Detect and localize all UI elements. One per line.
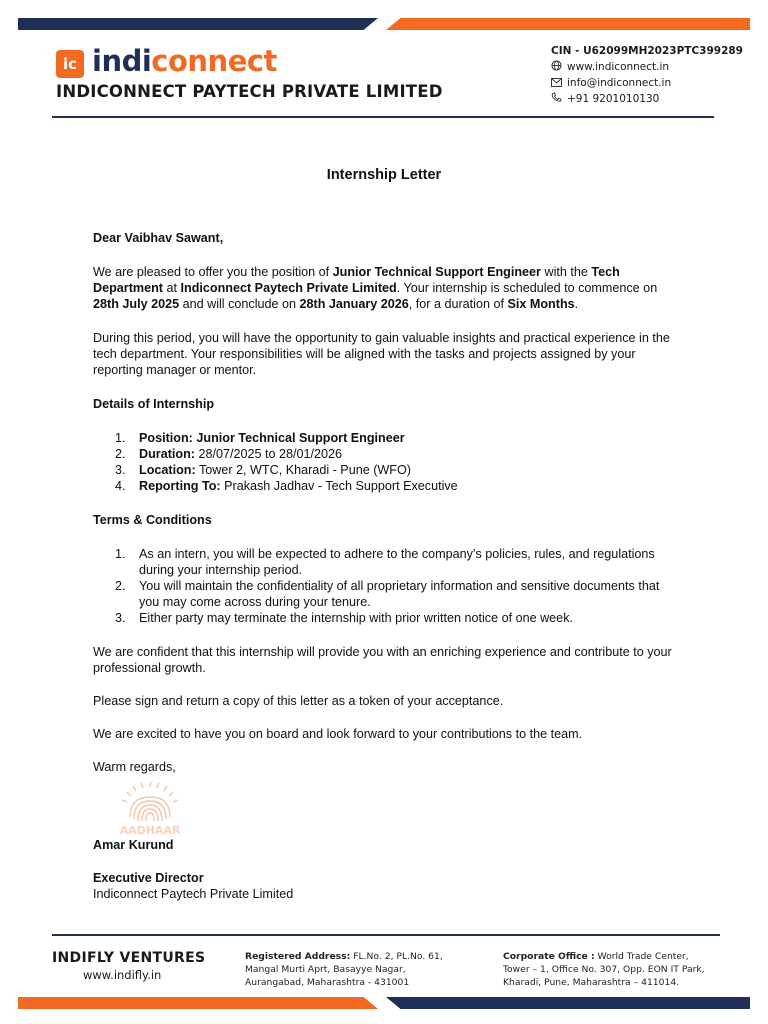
bottom-orange-bar [18, 997, 378, 1009]
email-row [551, 75, 743, 91]
footer-website[interactable]: www.indifly.in [83, 968, 162, 982]
detail-value: Tower 2, WTC, Kharadi - Pune (WFO) [195, 463, 411, 477]
corporate-label: Corporate Office : [503, 951, 595, 962]
offer-text: We are pleased to offer you the position of [93, 265, 333, 279]
list-item [93, 478, 683, 494]
letter-title: Internship Letter [326, 167, 442, 183]
list-item [93, 462, 683, 478]
offer-text: at [162, 281, 181, 295]
mail-icon [551, 77, 565, 90]
corporate-address [503, 950, 718, 989]
phone-number[interactable]: +91 9201010130 [567, 93, 660, 105]
list-number: 2. [115, 579, 126, 593]
detail-label: Duration: [139, 447, 195, 461]
closing: Warm regards, [93, 760, 176, 774]
registered-label: Registered Address: [245, 951, 351, 962]
details-heading: Details of Internship [93, 397, 215, 411]
detail-value: Prakash Jadhav - Tech Support Executive [220, 479, 458, 493]
detail-value: 28/07/2025 to 28/01/2026 [194, 447, 343, 461]
list-number: 2. [115, 447, 126, 461]
offer-duration: Six Months [507, 297, 575, 311]
website-link[interactable]: www.indiconnect.in [567, 61, 670, 73]
footer-divider [52, 934, 720, 936]
start-date: 28th July 2025 [93, 297, 180, 311]
registered-text: FL.No. 2, PL.No. 61, Mangal Murti Aprt, Basayye Nagar, Aurangabad, Maharashtra - 431001 [245, 951, 443, 988]
header-divider [52, 116, 714, 118]
top-navy-bar [18, 18, 378, 30]
welcome-paragraph: We are excited to have you on board and look forward to your contributions to the team. [93, 727, 583, 741]
growth-paragraph: We are confident that this internship will provide you with an enriching experience and contribute to your professional growth. [93, 645, 672, 675]
detail-label: Reporting To: [139, 479, 221, 493]
phone-row [551, 91, 743, 107]
detail-label: Location: [139, 463, 196, 477]
list-number: 3. [115, 611, 126, 625]
term-text: Either party may terminate the internship with prior written notice of one week. [139, 611, 573, 625]
aadhaar-stamp-image [103, 781, 197, 837]
logo-mark: ic [56, 50, 84, 78]
globe-icon [551, 60, 565, 74]
letter-body [93, 230, 683, 902]
list-number: 4. [115, 479, 126, 493]
detail-label: Position: Junior Technical Support Engineer [139, 431, 405, 445]
phone-icon [551, 92, 565, 106]
terms-heading: Terms & Conditions [93, 513, 212, 527]
term-text: You will maintain the confidentiality of all proprietary information and sensitive documents that you may come across during your tenure. [139, 579, 660, 609]
company-name: INDICONNECT PAYTECH PRIVATE LIMITED [56, 82, 443, 101]
brand-logo [92, 44, 277, 78]
signatory-name: Amar Kurund [93, 838, 174, 852]
list-item [93, 446, 683, 462]
footer-brand: INDIFLY VENTURES [52, 950, 206, 966]
signatory-designation: Executive Director [93, 871, 204, 885]
cin-number: CIN - U62099MH2023PTC399289 [551, 45, 743, 57]
offer-text: and will conclude on [179, 297, 300, 311]
svg-text:AADHAAR: AADHAAR [119, 824, 181, 837]
corporate-text: World Trade Center, Tower – 1, Office No. 307, Opp. EON IT Park, Kharadi, Pune, Maharashtra – 411014. [503, 951, 705, 988]
offer-paragraph [93, 264, 683, 312]
period-paragraph: During this period, you will have the opportunity to gain valuable insights and practical experience in the tech department. Your responsibilities will be aligned with the tasks and projects assigned by your reporting manager or mentor. [93, 331, 670, 377]
list-number: 1. [115, 547, 126, 561]
term-text: As an intern, you will be expected to adhere to the company’s policies, rules, and regulations during your internship period. [139, 547, 655, 577]
list-number: 1. [115, 431, 126, 445]
offer-text: . [574, 297, 579, 311]
list-item [93, 610, 683, 626]
offer-department: Tech Department [93, 265, 620, 295]
offer-text: with the [540, 265, 592, 279]
contact-block [551, 43, 743, 107]
offer-company: Indiconnect Paytech Private Limited [180, 281, 397, 295]
list-item [93, 546, 683, 578]
offer-text: . Your internship is scheduled to commence on [396, 281, 658, 295]
offer-text: , for a duration of [408, 297, 508, 311]
list-item [93, 578, 683, 610]
terms-list [93, 546, 683, 626]
salutation: Dear Vaibhav Sawant, [93, 231, 224, 245]
email-link[interactable]: info@indiconnect.in [567, 77, 672, 89]
acceptance-paragraph: Please sign and return a copy of this letter as a token of your acceptance. [93, 694, 504, 708]
list-item [93, 430, 683, 446]
offer-position: Junior Technical Support Engineer [332, 265, 541, 279]
website-row [551, 59, 743, 75]
bottom-navy-bar [386, 997, 750, 1009]
details-list [93, 430, 683, 494]
brand-part-indi: indi [92, 44, 152, 78]
list-number: 3. [115, 463, 126, 477]
end-date: 28th January 2026 [299, 297, 409, 311]
registered-address [245, 950, 460, 989]
brand-part-connect: connect [151, 44, 277, 78]
signatory-company: Indiconnect Paytech Private Limited [93, 887, 294, 901]
top-orange-bar [386, 18, 750, 30]
